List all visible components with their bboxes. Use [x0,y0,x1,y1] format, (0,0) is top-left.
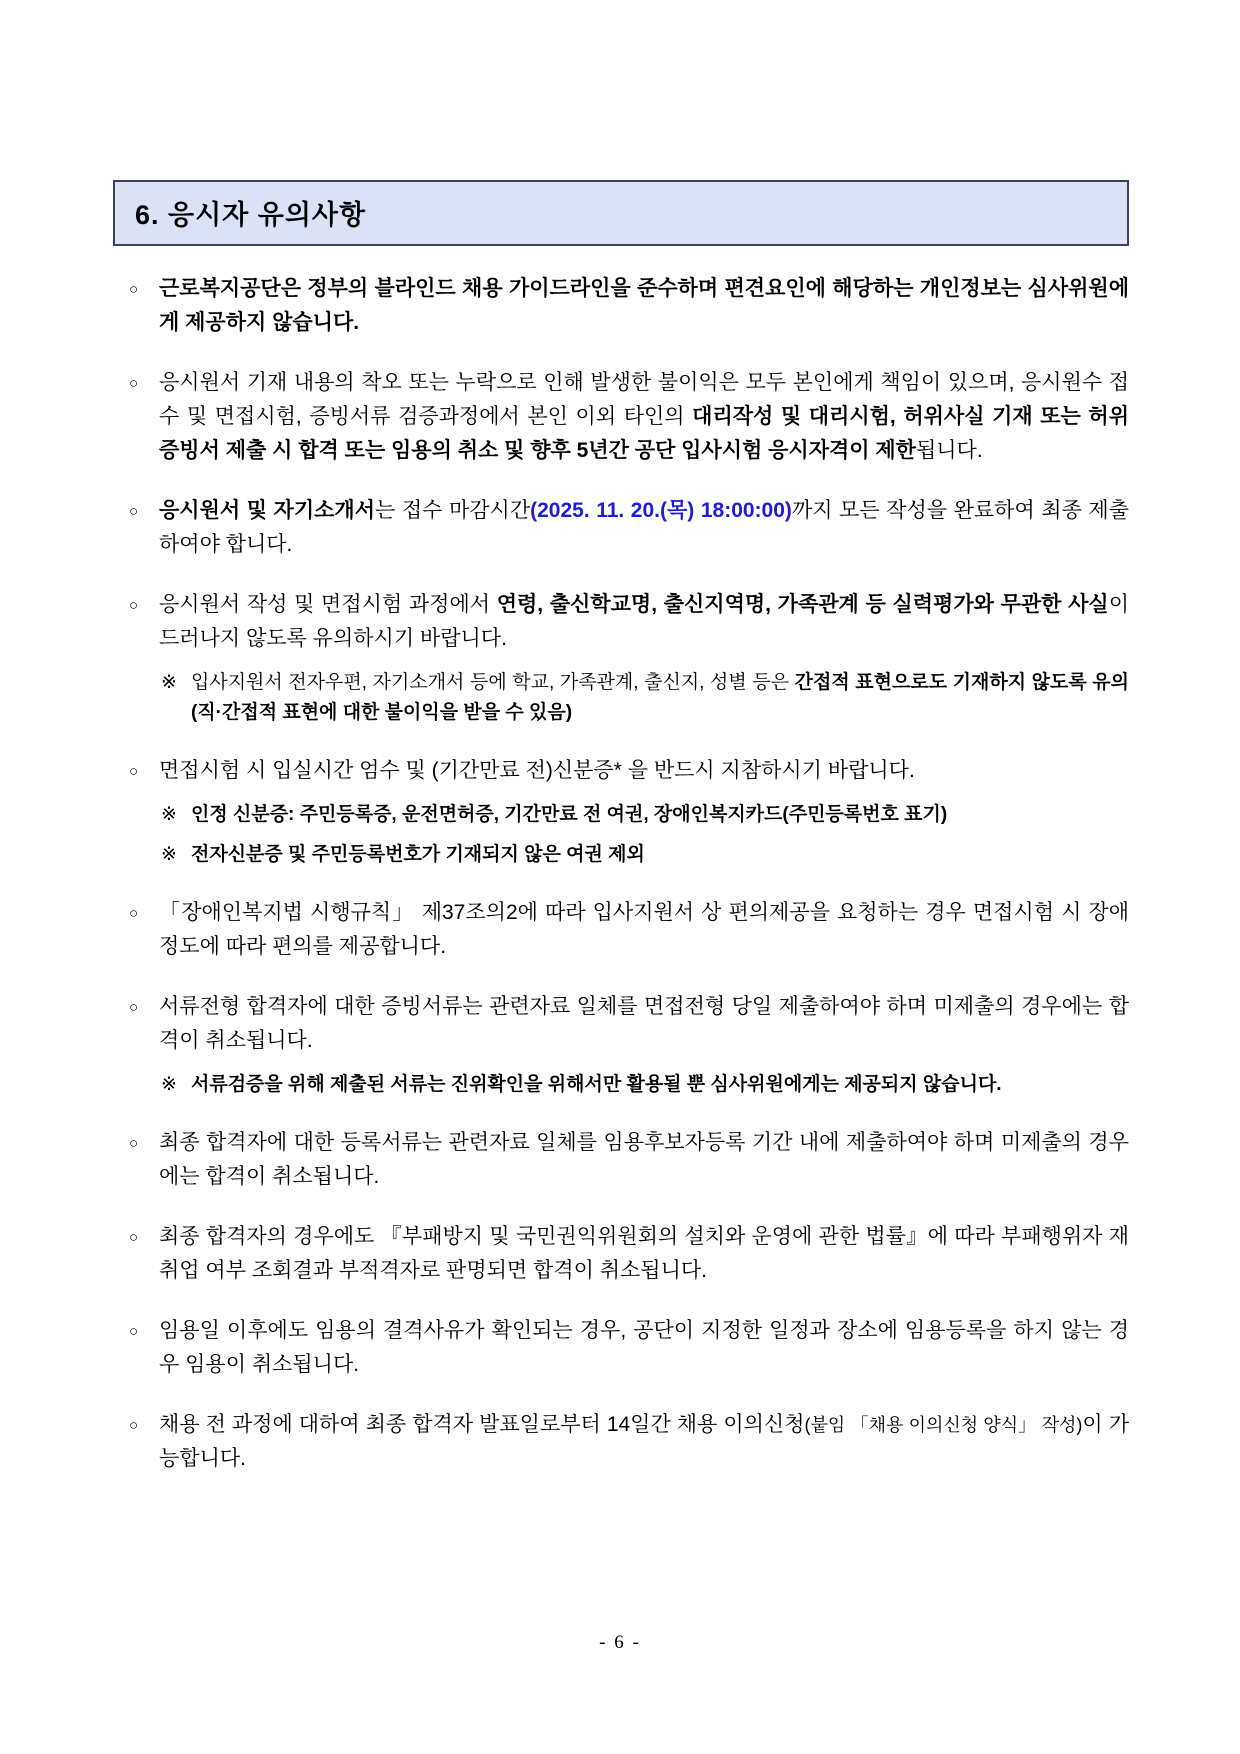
reference-mark: ※ [161,1074,177,1095]
notice-bullet [113,754,1129,788]
text-run: 응시원서 및 자기소개서 [159,499,375,522]
text-run: 응시원서 기재 내용의 착오 또는 누락으로 인해 발생한 불이익은 모두 본인에게 책임이 있으며, 응시원수 접수 및 면접시험, 증빙서류 검증과정에서 본인 이외 타인의 [159,371,1129,428]
notice-bullet [113,1314,1129,1382]
text-run: (붙임 「채용 이의신청 양식」 작성) [804,1415,1083,1435]
circle-bullet-marker: ○ [129,281,139,298]
text-run: 이 드러나지 않도록 유의하시기 바랍니다. [159,593,1129,650]
text-run: 간접적 표현으로도 기재하지 않도록 유의 (직·간접적 표현에 대한 불이익을 받을 수 있음) [191,672,1129,723]
notice-bullet [113,990,1129,1058]
circle-bullet-marker: ○ [129,375,139,392]
text-run: 이 가능합니다. [159,1413,1129,1470]
page-number: - 6 - [599,1632,641,1653]
notice-list [113,272,1129,1476]
text-run: 면접시험 시 입실시간 엄수 및 (기간만료 전)신분증* 을 반드시 지참하시기 바랍니다. [159,759,915,782]
notice-bullet [113,1220,1129,1288]
text-run: 근로복지공단은 정부의 블라인드 채용 가이드라인을 준수하며 편견요인에 해당하는 개인정보는 심사위원에게 제공하지 않습니다. [159,277,1129,334]
section-title: 6. 응시자 유의사항 [135,200,367,230]
text-run: 연령, 출신학교명, 출신지역명, 가족관계 등 실력평가와 무관한 사실 [496,593,1109,616]
text-run: 임용일 이후에도 임용의 결격사유가 확인되는 경우, 공단이 지정한 일정과 장소에 임용등록을 하지 않는 경우 임용이 취소됩니다. [159,1319,1129,1376]
reference-mark: ※ [161,804,177,825]
notice-bullet [113,366,1129,468]
page-content [113,180,1129,1476]
notice-bullet [113,588,1129,656]
notice-bullet [113,1126,1129,1194]
text-run: 「장애인복지법 시행규칙」 제37조의2에 따라 입사지원서 상 편의제공을 요청하는 경우 면접시험 시 장애정도에 따라 편의를 제공합니다. [159,901,1129,958]
text-run: 까지 모든 작성을 완료하여 최종 제출하여야 합니다. [159,499,1130,556]
text-run: 서류전형 합격자에 대한 증빙서류는 관련자료 일체를 면접전형 당일 제출하여야 하며 미제출의 경우에는 합격이 취소됩니다. [159,995,1129,1052]
reference-mark: ※ [161,844,177,865]
notice-bullet [113,494,1129,562]
notice-bullet [113,896,1129,964]
notice-note [113,1070,1129,1100]
text-run: 응시원서 작성 및 면접시험 과정에서 [159,593,497,616]
text-run: (2025. 11. 20.(목) 18:00:00) [530,499,792,522]
text-run: 는 접수 마감시간 [374,499,531,522]
text-run: 인정 신분증: 주민등록증, 운전면허증, 기간만료 전 여권, 장애인복지카드(주민등록번호 표기) [191,804,948,825]
circle-bullet-marker: ○ [129,999,139,1016]
notice-note [113,668,1129,728]
reference-mark: ※ [161,672,177,693]
text-run: 최종 합격자에 대한 등록서류는 관련자료 일체를 임용후보자등록 기간 내에 제출하여야 하며 미제출의 경우에는 합격이 취소됩니다. [159,1131,1129,1188]
notice-bullet [113,1408,1129,1476]
text-run: 서류검증을 위해 제출된 서류는 진위확인을 위해서만 활용될 뿐 심사위원에게는 제공되지 않습니다. [191,1074,1002,1095]
section-title-box [113,180,1129,246]
text-run: 전자신분증 및 주민등록번호가 기재되지 않은 여권 제외 [191,844,645,865]
text-run: 최종 합격자의 경우에도 『부패방지 및 국민권익위원회의 설치와 운영에 관한 법률』에 따라 부패행위자 재취업 여부 조회결과 부적격자로 판명되면 합격이 취소됩니다. [159,1225,1129,1282]
circle-bullet-marker: ○ [129,905,139,922]
text-run: 채용 전 과정에 대하여 최종 합격자 발표일로부터 14일간 채용 이의신청 [159,1413,805,1436]
text-run: 됩니다. [915,439,983,462]
circle-bullet-marker: ○ [129,503,139,520]
notice-bullet [113,272,1129,340]
text-run: 대리작성 및 대리시험, 허위사실 기재 또는 허위 증빙서 제출 시 합격 또는 임용의 취소 및 향후 5년간 공단 입사시험 응시자격이 제한 [159,405,1129,462]
circle-bullet-marker: ○ [129,1323,139,1340]
circle-bullet-marker: ○ [129,763,139,780]
text-run: 입사지원서 전자우편, 자기소개서 등에 학교, 가족관계, 출신지, 성별 등은 [191,672,795,693]
circle-bullet-marker: ○ [129,597,139,614]
circle-bullet-marker: ○ [129,1229,139,1246]
circle-bullet-marker: ○ [129,1417,139,1434]
circle-bullet-marker: ○ [129,1135,139,1152]
notice-note [113,800,1129,830]
notice-note [113,840,1129,870]
